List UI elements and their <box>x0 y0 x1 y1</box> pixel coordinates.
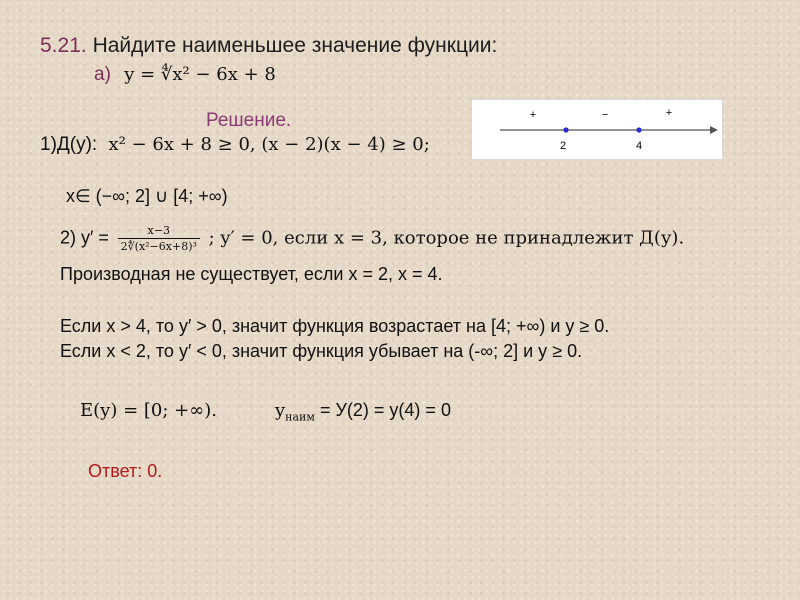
domain-line <box>40 134 430 156</box>
sign-right: + <box>665 107 673 119</box>
point-2-label: 2 <box>559 140 567 152</box>
sign-left: + <box>529 109 537 121</box>
ymin-rest: = У(2) = у(4) = 0 <box>319 400 451 420</box>
domain-formula: x² − 6x + 8 ≥ 0, (x − 2)(x − 4) ≥ 0; <box>108 134 430 155</box>
derivative-line <box>60 224 684 253</box>
function-formula: y = ∜x² − 6x + 8 <box>124 64 276 85</box>
decreasing-statement: Если x < 2, то y′ < 0, значит функция убывает на (-∞; 2] и y ≥ 0. <box>60 341 583 361</box>
ymin-symbol: y <box>275 400 286 421</box>
range-statement: E(y) = [0; +∞). <box>80 400 217 421</box>
derivative-label: 2) y′ = <box>60 227 109 248</box>
point-4-label: 4 <box>635 140 643 152</box>
number-line-figure <box>471 99 723 160</box>
number-line-arrow <box>710 126 718 134</box>
problem-statement: Найдите наименьшее значение функции: <box>92 34 498 57</box>
problem-title <box>40 34 497 58</box>
minimum-value <box>275 400 451 424</box>
derivative-fraction <box>118 224 200 253</box>
domain-label: 1)Д(у): <box>40 134 98 155</box>
point-4-dot <box>636 127 641 132</box>
part-label: а) <box>94 64 111 85</box>
problem-number: 5.21. <box>40 34 87 57</box>
part-a <box>94 64 276 86</box>
derivative-denominator: 2∜(x²−6x+8)³ <box>120 240 197 253</box>
increasing-statement: Если x > 4, то y′ > 0, значит функция возрастает на [4; +∞) и y ≥ 0. <box>60 316 610 336</box>
derivative-condition: ; y′ = 0, если x = 3, которое не принадлежит Д(у). <box>208 227 685 249</box>
sign-middle: − <box>601 109 609 121</box>
solution-heading: Решение. <box>206 110 292 131</box>
ymin-subscript: наим <box>285 410 315 424</box>
derivative-numerator: x−3 <box>118 224 200 239</box>
point-2-dot <box>563 127 568 132</box>
derivative-nonexistence: Производная не существует, если x = 2, x = 4. <box>60 264 443 284</box>
answer: Ответ: 0. <box>88 461 163 481</box>
number-line-svg <box>472 100 722 159</box>
x-set: x∈ (−∞; 2] ∪ [4; +∞) <box>66 186 228 206</box>
